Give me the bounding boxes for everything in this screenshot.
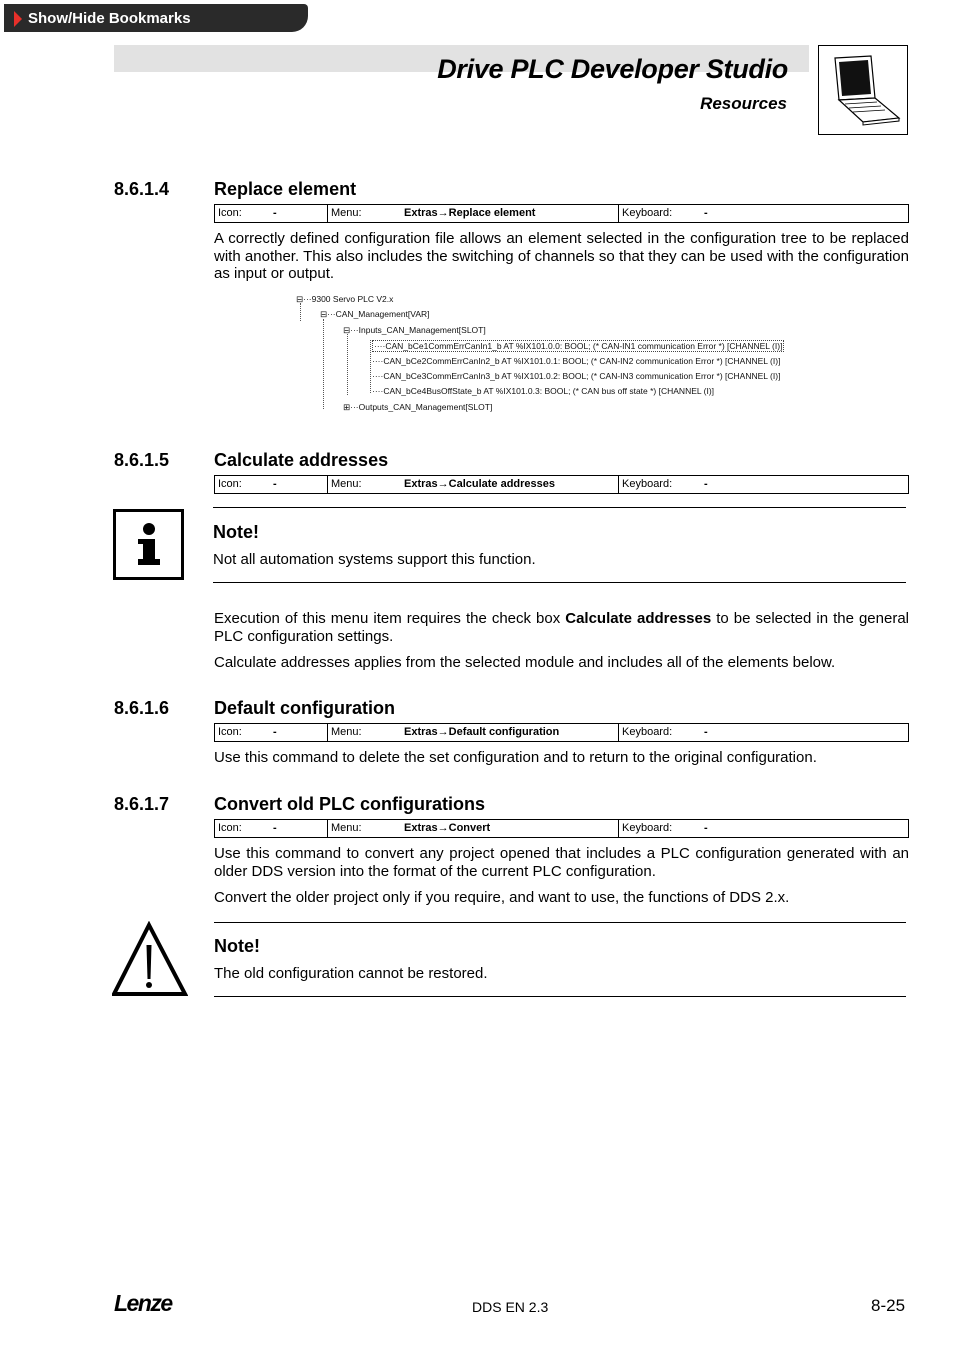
paragraph: Calculate addresses applies from the selected module and includes all of the elements below.: [214, 654, 836, 671]
tree-node[interactable]: ⊟···Inputs_CAN_Management[SLOT]: [343, 325, 486, 335]
command-table: [214, 723, 909, 742]
tree-leaf[interactable]: ····CAN_bCe2CommErrCanIn2_b AT %IX101.0.1: BOOL; (* CAN-IN2 communication Error *) [CHANNEL (I)]: [372, 356, 781, 366]
page-title: Drive PLC Developer Studio: [437, 54, 788, 84]
icon-label: Icon:: [218, 207, 242, 219]
paragraph: Use this command to delete the set configuration and to return to the original configuration.: [214, 749, 817, 766]
keyboard-value: -: [704, 207, 708, 219]
note-rule-bottom: [213, 582, 906, 583]
tree-node-label: 9300 Servo PLC V2.x: [311, 294, 394, 304]
icon-value: -: [273, 822, 277, 834]
laptop-icon: [818, 45, 908, 135]
tree-node-root[interactable]: ⊟···9300 Servo PLC V2.x: [296, 294, 394, 304]
paragraph: [214, 610, 909, 645]
command-table: [214, 475, 909, 494]
tree-node-label: CAN_bCe3CommErrCanIn3_b AT %IX101.0.2: BOOL; (* CAN-IN3 communication Error *) [CHANNEL (I)]: [383, 371, 781, 381]
collapse-icon[interactable]: ⊟: [320, 309, 328, 319]
tree-node-label: CAN_bCe2CommErrCanIn2_b AT %IX101.0.1: BOOL; (* CAN-IN2 communication Error *) [CHANNEL (I)]: [383, 356, 781, 366]
section-number: 8.6.1.7: [114, 794, 170, 814]
menu-label: Menu:: [331, 478, 362, 490]
menu-label: Menu:: [331, 207, 362, 219]
keyboard-label: Keyboard:: [622, 207, 673, 219]
bookmark-tab-label: Show/Hide Bookmarks: [28, 10, 191, 27]
command-table: [214, 204, 909, 223]
info-icon: [113, 509, 184, 580]
tree-leaf-selected[interactable]: ····CAN_bCe1CommErrCanIn1_b AT %IX101.0.0: BOOL; (* CAN-IN1 communication Error *) [CHANNEL (I)]: [374, 341, 783, 351]
keyboard-value: -: [704, 726, 708, 738]
tree-node[interactable]: ⊟···CAN_Management[VAR]: [320, 309, 430, 319]
paragraph: A correctly defined configuration file allows an element selected in the configuration tree to be replaced with another. This also includes the switching of channels so that they can be used with the configuration as input or output.: [214, 230, 909, 282]
menu-value: Extras→Calculate addresses: [404, 478, 556, 490]
tree-node-label: CAN_bCe4BusOffState_b AT %IX101.0.3: BOOL; (* CAN bus off state *) [CHANNEL (I)]: [383, 386, 715, 396]
triangle-right-icon: [14, 11, 22, 27]
paragraph-text: Execution of this menu item requires the check box: [214, 610, 566, 627]
note-heading: Note!: [214, 936, 260, 956]
keyboard-value: -: [704, 822, 708, 834]
section-title: Default configuration: [214, 698, 395, 718]
tree-node-label: CAN_bCe1CommErrCanIn1_b AT %IX101.0.0: BOOL; (* CAN-IN1 communication Error *) [CHANNEL (I)]: [385, 341, 783, 351]
keyboard-label: Keyboard:: [622, 478, 673, 490]
menu-value: Extras→Convert: [404, 822, 491, 834]
lenze-logo: Lenze: [114, 1290, 172, 1316]
collapse-icon[interactable]: ⊟: [343, 325, 351, 335]
note-text: The old configuration cannot be restored.: [214, 965, 488, 982]
icon-value: -: [273, 726, 277, 738]
keyboard-label: Keyboard:: [622, 822, 673, 834]
note-text: Not all automation systems support this function.: [213, 551, 536, 568]
icon-value: -: [273, 207, 277, 219]
warning-icon: [112, 921, 188, 997]
paragraph: Use this command to convert any project opened that includes a PLC configuration generated with an older DDS version into the format of the current PLC configuration.: [214, 845, 909, 880]
command-table: [214, 819, 909, 838]
page-subtitle: Resources: [700, 94, 787, 113]
keyboard-value: -: [704, 478, 708, 490]
section-number: 8.6.1.6: [114, 698, 170, 718]
tree-leaf[interactable]: ····CAN_bCe3CommErrCanIn3_b AT %IX101.0.2: BOOL; (* CAN-IN3 communication Error *) [CHANNEL (I)]: [372, 371, 781, 381]
tree-leaf[interactable]: ····CAN_bCe4BusOffState_b AT %IX101.0.3: BOOL; (* CAN bus off state *) [CHANNEL (I)]: [372, 386, 715, 396]
icon-value: -: [273, 478, 277, 490]
icon-label: Icon:: [218, 478, 242, 490]
paragraph: Convert the older project only if you require, and want to use, the functions of DDS 2.x.: [214, 889, 790, 906]
paragraph-text: to be selected in the general PLC configuration settings.: [214, 610, 909, 645]
note-rule-bottom: [214, 996, 906, 997]
section-number: 8.6.1.5: [114, 450, 170, 470]
paragraph-bold: Calculate addresses: [565, 610, 712, 627]
menu-label: Menu:: [331, 822, 362, 834]
menu-value: Extras→Replace element: [404, 207, 536, 219]
note-heading: Note!: [213, 522, 259, 542]
section-title: Convert old PLC configurations: [214, 794, 486, 814]
icon-label: Icon:: [218, 726, 242, 738]
document-id: DDS EN 2.3: [472, 1299, 549, 1315]
menu-value: Extras→Default configuration: [404, 726, 560, 738]
tree-node-label: Outputs_CAN_Management[SLOT]: [358, 402, 493, 412]
expand-icon[interactable]: ⊞: [343, 402, 351, 412]
note-rule-top: [213, 507, 906, 508]
tree-node-label: CAN_Management[VAR]: [335, 309, 430, 319]
show-hide-bookmarks-button[interactable]: [4, 4, 308, 32]
menu-label: Menu:: [331, 726, 362, 738]
section-title: Replace element: [214, 179, 357, 199]
tree-node[interactable]: ⊞···Outputs_CAN_Management[SLOT]: [343, 402, 493, 412]
note-rule-top: [214, 922, 906, 923]
keyboard-label: Keyboard:: [622, 726, 673, 738]
section-title: Calculate addresses: [214, 450, 389, 470]
icon-label: Icon:: [218, 822, 242, 834]
tree-node-label: Inputs_CAN_Management[SLOT]: [358, 325, 486, 335]
page-number: 8-25: [871, 1296, 906, 1315]
collapse-icon[interactable]: ⊟: [296, 294, 304, 304]
configuration-tree: [296, 294, 836, 418]
section-number: 8.6.1.4: [114, 179, 170, 199]
